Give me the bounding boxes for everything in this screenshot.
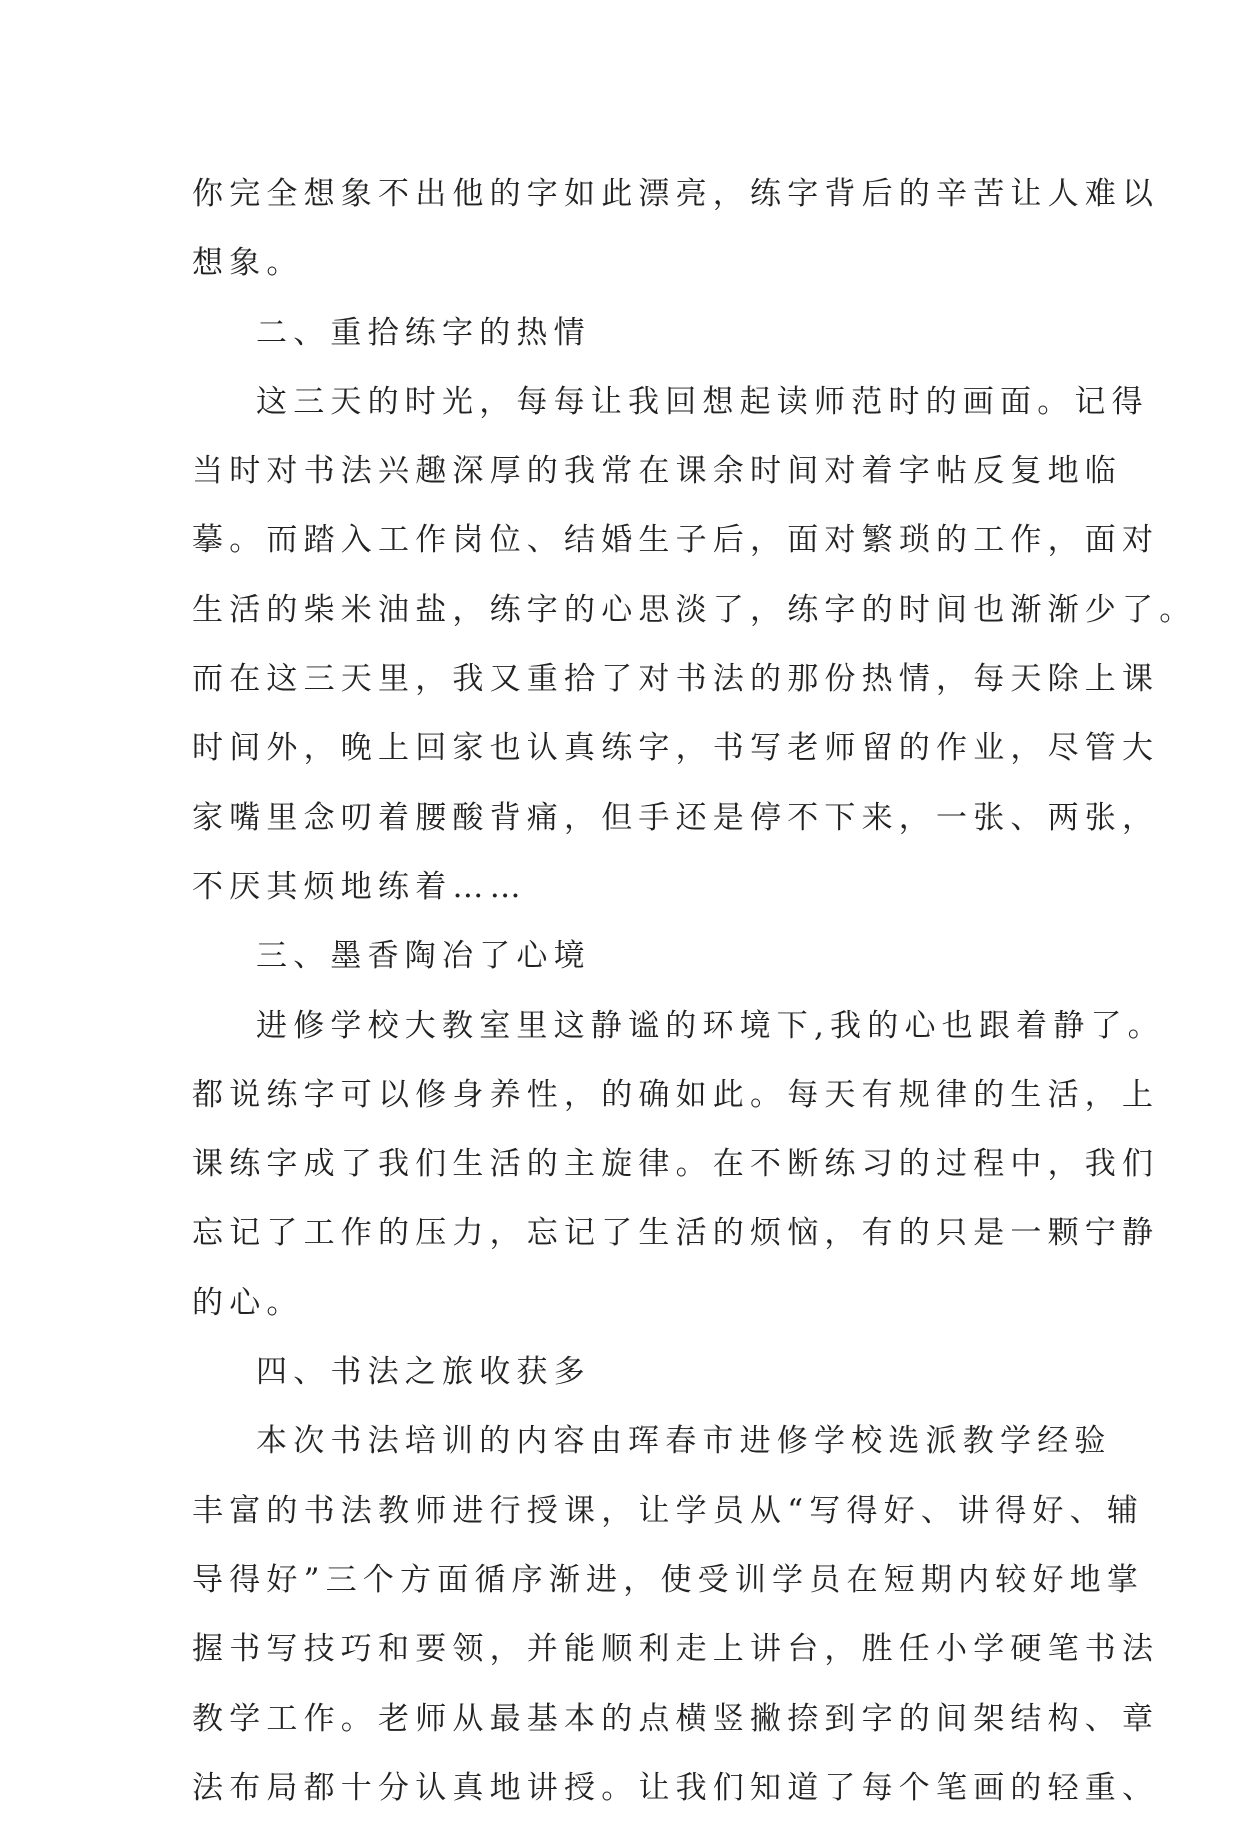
text-line: 这三天的时光，每每让我回想起读师范时的画面。记得 <box>256 383 1149 420</box>
text-line: 你完全想象不出他的字如此漂亮，练字背后的辛苦让人难以 <box>192 176 1160 212</box>
text-line: 四、书法之旅收获多 <box>256 1354 591 1391</box>
text-line: 的心。 <box>192 1284 304 1321</box>
text-line: 生活的柴米油盐，练字的心思淡了，练字的时间也渐渐少了。 <box>192 591 1197 628</box>
text-line: 二、重拾练字的热情 <box>256 314 591 351</box>
text-line: 摹。而踏入工作岗位、结婚生子后，面对繁琐的工作，面对 <box>192 522 1160 559</box>
text-line: 课练字成了我们生活的主旋律。在不断练习的过程中，我们 <box>192 1146 1160 1183</box>
body-text <box>192 160 1197 1823</box>
text-line: 法布局都十分认真地讲授。让我们知道了每个笔画的轻重、 <box>192 1769 1160 1806</box>
text-line: 家嘴里念叨着腰酸背痛，但手还是停不下来，一张、两张， <box>192 799 1160 836</box>
text-line: 本次书法培训的内容由珲春市进修学校选派教学经验 <box>256 1423 1112 1460</box>
text-line: 不厌其烦地练着…… <box>192 868 527 905</box>
text-line: 想象。 <box>192 245 304 282</box>
text-line: 而在这三天里，我又重拾了对书法的那份热情，每天除上课 <box>192 661 1160 698</box>
text-line: 时间外，晚上回家也认真练字，书写老师留的作业，尽管大 <box>192 730 1160 767</box>
text-line: 丰富的书法教师进行授课，让学员从“写得好、讲得好、辅 <box>192 1492 1145 1529</box>
text-line: 三、墨香陶冶了心境 <box>256 938 591 975</box>
text-line: 当时对书法兴趣深厚的我常在课余时间对着字帖反复地临 <box>192 453 1122 490</box>
text-line: 进修学校大教室里这静谧的环境下,我的心也跟着静了。 <box>256 1007 1165 1044</box>
text-line: 导得好”三个方面循序渐进，使受训学员在短期内较好地掌 <box>192 1561 1145 1598</box>
text-line: 握书写技巧和要领，并能顺利走上讲台，胜任小学硬笔书法 <box>192 1631 1160 1668</box>
text-line: 忘记了工作的压力，忘记了生活的烦恼，有的只是一颗宁静 <box>192 1215 1160 1252</box>
text-line: 教学工作。老师从最基本的点横竖撇捺到字的间架结构、章 <box>192 1700 1160 1737</box>
text-line: 都说练字可以修身养性，的确如此。每天有规律的生活，上 <box>192 1076 1160 1113</box>
